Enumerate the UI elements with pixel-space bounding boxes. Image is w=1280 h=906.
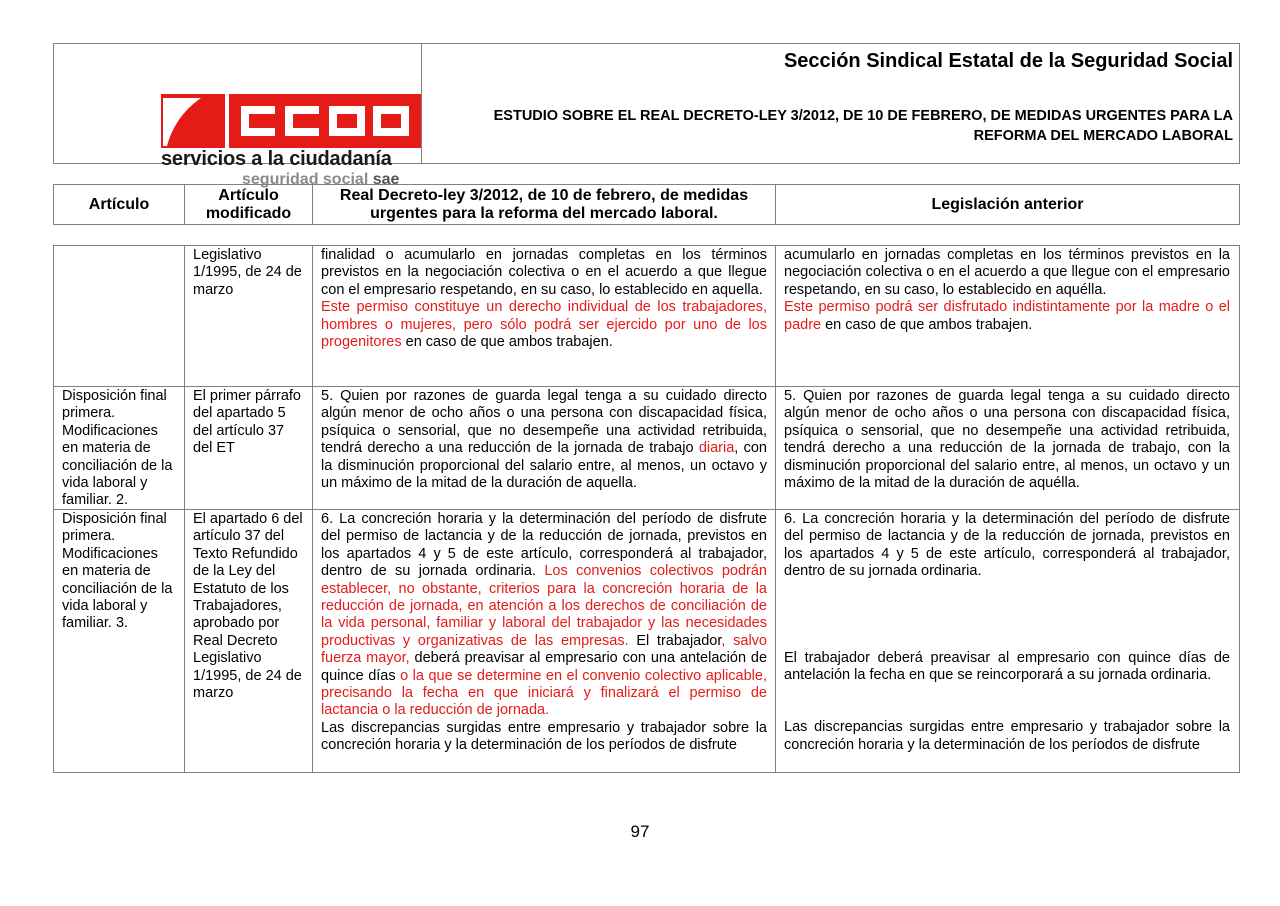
table-row	[54, 246, 1239, 387]
highlighted-change: Este permiso podrá ser disfrutado indistintamente por la madre o el padre	[784, 299, 1230, 333]
anterior-text-tail: en caso de que ambos trabajen.	[821, 316, 1033, 333]
table-row	[54, 510, 1239, 772]
title-cell	[422, 44, 1239, 163]
nuevo-cell	[313, 387, 776, 509]
anterior-cell	[776, 246, 1239, 386]
column-header-nuevo: Real Decreto-ley 3/2012, de 10 de febrero, de medidas urgentes para la reforma del mercado laboral.	[313, 185, 776, 224]
anterior-text: El trabajador deberá preavisar al empresario con quince días de antelación la fecha en que se reincorporará a su jornada ordinaria.	[784, 649, 1230, 684]
column-header-anterior: Legislación anterior	[931, 195, 1084, 213]
logo-subtagline-b: sae	[372, 171, 400, 188]
nuevo-cell	[313, 510, 776, 772]
modificado-cell: Legislativo 1/1995, de 24 de marzo	[185, 246, 313, 386]
table-row	[54, 387, 1239, 510]
nuevo-text	[321, 511, 767, 720]
nuevo-text-b: , con la disminución proporcional del salario entre, al menos, un octavo y un máximo de la mitad de la duración de aquella.	[321, 440, 767, 492]
highlighted-change: , salvo fuerza mayor,	[321, 632, 767, 667]
logo-cell	[54, 44, 422, 188]
column-header-modificado: Artículo modificado	[185, 185, 313, 224]
column-header-row	[53, 184, 1240, 225]
articulo-cell: Disposición final primera. Modificaciones en materia de conciliación de la vida laboral y familiar. 2.	[54, 387, 185, 509]
ccoo-logo-icon	[161, 94, 421, 148]
anterior-text: 6. La concreción horaria y la determinación del período de disfrute del permiso de lactancia y de la reducción de jornada, previstos en los apartados 4 y 5 de este artículo, corresponderá al trabajador, dentro de su jornada ordinaria.	[784, 511, 1230, 580]
nuevo-text-b: El trabajador	[628, 632, 722, 649]
nuevo-text-a: 6. La concreción horaria y la determinación del período de disfrute del permiso de lactancia y de la reducción de jornada, previstos en los apartados 4 y 5 de este artículo, corresponderá al trabajador, dentro de su jornada ordinaria.	[321, 511, 767, 580]
logo-subtagline-a: seguridad social	[242, 171, 369, 188]
nuevo-cell	[313, 246, 776, 386]
nuevo-text: finalidad o acumularlo en jornadas completas en los términos previstos en la negociación colectiva o en el acuerdo a que llegue con el empresario respetando, en su caso, lo establecido en aquella.	[321, 247, 767, 298]
nuevo-text	[321, 388, 767, 492]
anterior-cell	[776, 510, 1239, 772]
study-title: ESTUDIO SOBRE EL REAL DECRETO-LEY 3/2012, DE 10 DE FEBRERO, DE MEDIDAS URGENTES PARA LA REFORMA DEL MERCADO LABORAL	[493, 108, 1233, 144]
highlighted-change: Este permiso constituye un derecho individual de los trabajadores, hombres o mujeres, pero sólo podrá ser ejercido por uno de los progenitores	[321, 299, 767, 351]
modificado-cell: El apartado 6 del artículo 37 del Texto Refundido de la Ley del Estatuto de los Trabajadores, aprobado por Real Decreto Legislativo 1/1995, de 24 de marzo	[185, 510, 313, 772]
articulo-cell	[54, 246, 185, 386]
nuevo-text-a: 5. Quien por razones de guarda legal tenga a su cuidado directo algún menor de ocho años o una persona con discapacidad física, psíquica o sensorial, que no desempeñe una actividad retribuida, tendrá derecho a una reducción de la jornada de trabajo	[321, 388, 767, 457]
nuevo-text-c: deberá preavisar al empresario con una antelación de quince días	[321, 650, 768, 684]
articulo-cell: Disposición final primera. Modificaciones en materia de conciliación de la vida laboral y familiar. 3.	[54, 510, 185, 772]
anterior-text: 5. Quien por razones de guarda legal tenga a su cuidado directo algún menor de ocho años o una persona con discapacidad física, psíquica o sensorial, que no desempeñe una actividad retribuida, tendrá derecho a una reducción de la jornada de trabajo, con la disminución proporcional del salario entre, al menos, un octavo y un máximo de la mitad de la duración de aquélla.	[784, 388, 1230, 492]
nuevo-text-tail: en caso de que ambos trabajen.	[401, 334, 613, 351]
modificado-cell: El primer párrafo del apartado 5 del artículo 37 del ET	[185, 387, 313, 509]
page-number: 97	[630, 822, 650, 841]
section-title: Sección Sindical Estatal de la Seguridad Social	[783, 50, 1233, 72]
nuevo-text: Las discrepancias surgidas entre empresario y trabajador sobre la concreción horaria y la determinación de los períodos de disfrute	[321, 719, 767, 754]
comparison-table	[53, 245, 1240, 773]
anterior-text: Las discrepancias surgidas entre empresario y trabajador sobre la concreción horaria y la determinación de los períodos de disfrute	[784, 719, 1230, 753]
nuevo-text	[321, 299, 767, 351]
highlighted-change: o la que se determine en el convenio colectivo aplicable, precisando la fecha en que iniciará y finalizará el permiso de lactancia o la reducción de jornada.	[321, 667, 767, 719]
anterior-text	[784, 299, 1230, 334]
anterior-cell	[776, 387, 1239, 509]
highlighted-change: Los convenios colectivos podrán establecer, no obstante, criterios para la concreción horaria de la reducción de jornada, en atención a los derechos de conciliación de la vida personal, familiar y laboral del trabajador y las necesidades productivas y organizativas de las empresas.	[321, 563, 767, 649]
highlighted-change: diaria	[698, 440, 735, 457]
anterior-text: acumularlo en jornadas completas en los términos previstos en la negociación colectiva o en el acuerdo a que llegue con el empresario respetando, en su caso, lo establecido en aquélla.	[784, 247, 1230, 298]
document-header	[53, 43, 1240, 188]
logo-tagline: servicios a la ciudadanía	[161, 148, 392, 170]
column-header-articulo: Artículo	[54, 185, 185, 224]
